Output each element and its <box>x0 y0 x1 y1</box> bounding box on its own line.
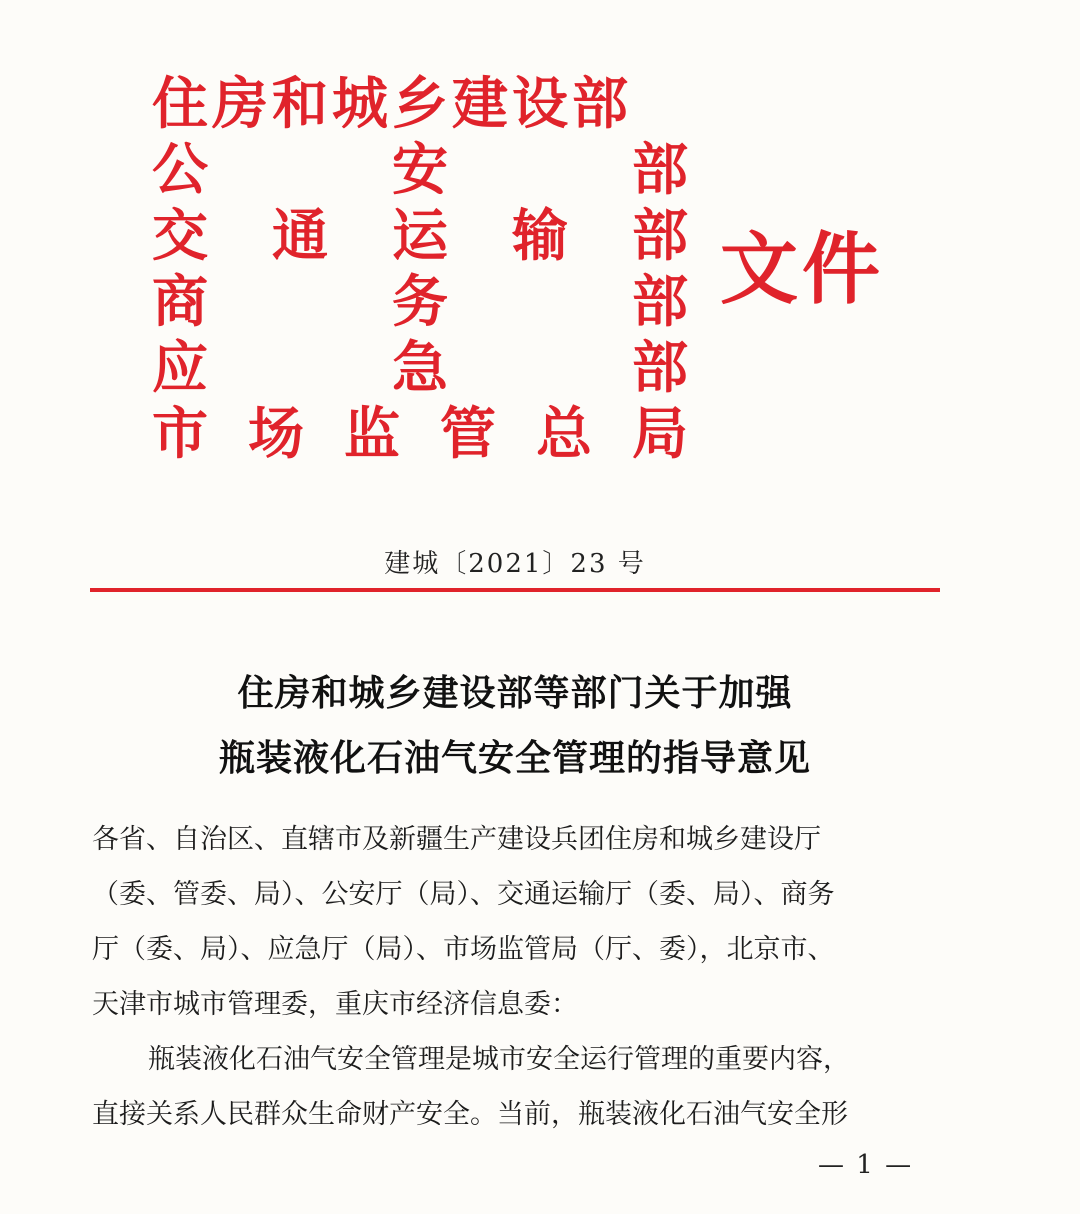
addressee-line: 天津市城市管理委，重庆市经济信息委： <box>92 989 578 1020</box>
document-title-line-2: 瓶装液化石油气安全管理的指导意见 <box>218 738 811 779</box>
issuer-public-security-ministry <box>150 138 710 204</box>
addressee-line: （委、管委、局）、公安厅（局）、交通运输厅（委、局）、商务 <box>92 879 835 910</box>
issuer-character: 应 <box>152 336 208 401</box>
paragraph-line: 直接关系人民群众生命财产安全。当前，瓶装液化石油气安全形 <box>92 1099 848 1130</box>
issuer-character: 监 <box>344 402 400 467</box>
issuer-character: 建 <box>452 72 508 137</box>
issuer-character: 住 <box>152 72 208 137</box>
issuer-emergency-ministry <box>150 336 710 402</box>
issuer-character: 通 <box>272 204 328 269</box>
issuer-character: 公 <box>152 138 208 203</box>
issuer-character: 总 <box>536 402 592 467</box>
issuer-character: 部 <box>632 204 688 269</box>
addressee-line: 厅（委、局）、应急厅（局）、市场监管局（厅、委），北京市、 <box>92 934 835 965</box>
issuer-character: 安 <box>392 138 448 203</box>
issuer-character: 运 <box>392 204 448 269</box>
issuer-character: 和 <box>272 72 328 137</box>
issuer-transport-ministry <box>150 204 710 270</box>
issuer-character: 务 <box>392 270 448 335</box>
issuer-housing-ministry <box>150 72 710 138</box>
issuer-character: 设 <box>512 72 568 137</box>
issuer-character: 部 <box>572 72 628 137</box>
addressee-line: 各省、自治区、直辖市及新疆生产建设兵团住房和城乡建设厅 <box>92 824 821 855</box>
document-title-line-1: 住房和城乡建设部等部门关于加强 <box>237 673 793 714</box>
document-type-label: 文件 <box>720 225 885 315</box>
issuer-character: 场 <box>248 402 304 467</box>
red-divider-line <box>90 588 940 592</box>
issuer-character: 乡 <box>392 72 448 137</box>
issuer-character: 交 <box>152 204 208 269</box>
issuer-character: 房 <box>212 72 268 137</box>
issuer-character: 输 <box>512 204 568 269</box>
issuer-character: 商 <box>152 270 208 335</box>
page-number: — 1 — <box>818 1150 914 1180</box>
issuer-market-regulation <box>150 402 710 468</box>
issuer-character: 城 <box>332 72 388 137</box>
issuer-character: 管 <box>440 402 496 467</box>
issuing-authorities <box>150 72 710 468</box>
paragraph-line: 瓶装液化石油气安全管理是城市安全运行管理的重要内容， <box>148 1044 850 1075</box>
issuer-commerce-ministry <box>150 270 710 336</box>
issuer-character: 急 <box>392 336 448 401</box>
document-number: 建城〔2021〕23 号 <box>384 549 646 579</box>
document-body <box>92 812 942 1142</box>
issuer-character: 市 <box>152 402 208 467</box>
issuer-character: 部 <box>632 270 688 335</box>
issuer-character: 局 <box>632 402 688 467</box>
issuer-character: 部 <box>632 336 688 401</box>
issuer-character: 部 <box>632 138 688 203</box>
